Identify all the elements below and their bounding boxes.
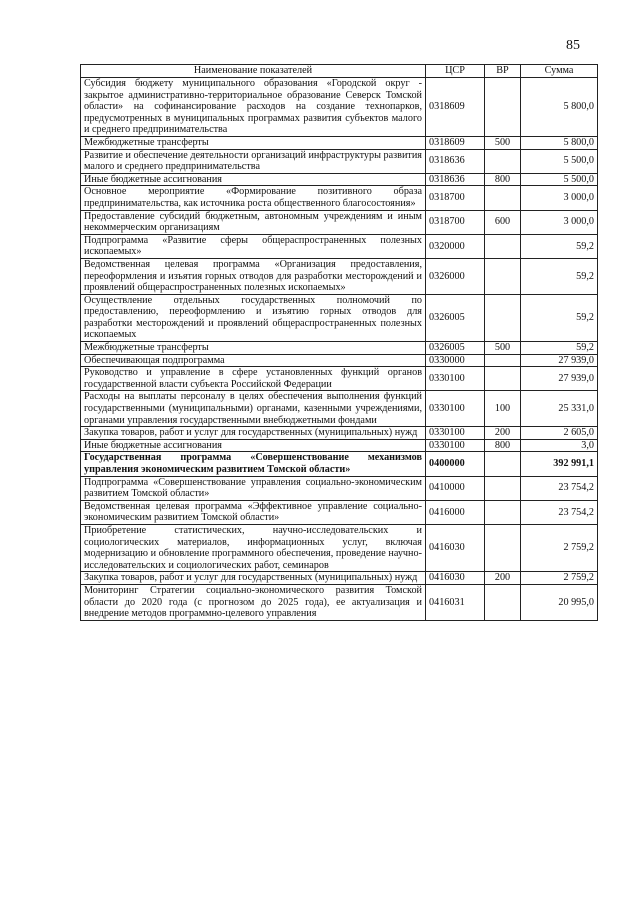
row-vr bbox=[485, 234, 521, 258]
table-row bbox=[81, 258, 598, 294]
row-vr bbox=[485, 149, 521, 173]
row-sum: 2 605,0 bbox=[521, 427, 598, 440]
row-csr: 0410000 bbox=[426, 476, 485, 500]
row-csr: 0330100 bbox=[426, 367, 485, 391]
row-name: Государственная программа «Совершенствование механизмов управления экономическим развитием Томской области» bbox=[81, 452, 426, 476]
table-row bbox=[81, 294, 598, 341]
row-sum: 27 939,0 bbox=[521, 367, 598, 391]
table-row bbox=[81, 391, 598, 427]
row-csr: 0318609 bbox=[426, 78, 485, 137]
row-vr bbox=[485, 476, 521, 500]
row-name: Межбюджетные трансферты bbox=[81, 136, 426, 149]
row-name: Мониторинг Стратегии социально-экономического развития Томской области до 2020 года (с прогнозом до 2025 года), ее актуализация и внедрение методов программно-целевого управления bbox=[81, 584, 426, 620]
row-sum: 20 995,0 bbox=[521, 584, 598, 620]
row-sum: 5 800,0 bbox=[521, 136, 598, 149]
table-header-row bbox=[81, 65, 598, 78]
row-csr: 0416030 bbox=[426, 524, 485, 571]
row-csr: 0330100 bbox=[426, 439, 485, 452]
table-row bbox=[81, 452, 598, 476]
row-vr: 200 bbox=[485, 572, 521, 585]
row-vr: 100 bbox=[485, 391, 521, 427]
row-sum: 2 759,2 bbox=[521, 572, 598, 585]
header-sum: Сумма bbox=[521, 65, 598, 78]
row-vr bbox=[485, 186, 521, 210]
table-row bbox=[81, 173, 598, 186]
row-name: Обеспечивающая подпрограмма bbox=[81, 354, 426, 367]
row-sum: 23 754,2 bbox=[521, 500, 598, 524]
row-vr: 500 bbox=[485, 136, 521, 149]
row-csr: 0330100 bbox=[426, 391, 485, 427]
table-row bbox=[81, 572, 598, 585]
row-csr: 0416031 bbox=[426, 584, 485, 620]
row-vr: 500 bbox=[485, 342, 521, 355]
header-vr: ВР bbox=[485, 65, 521, 78]
row-sum: 5 500,0 bbox=[521, 149, 598, 173]
row-name: Подпрограмма «Совершенствование управления социально-экономическим развитием Томской области» bbox=[81, 476, 426, 500]
table-row bbox=[81, 210, 598, 234]
row-vr bbox=[485, 500, 521, 524]
row-sum: 23 754,2 bbox=[521, 476, 598, 500]
row-sum: 25 331,0 bbox=[521, 391, 598, 427]
header-name: Наименование показателей bbox=[81, 65, 426, 78]
table-row bbox=[81, 149, 598, 173]
row-name: Расходы на выплаты персоналу в целях обеспечения выполнения функций государственными (муниципальными) органами, казенными учреждениями, органами управления государственными внебюджетными фондами bbox=[81, 391, 426, 427]
row-csr: 0318636 bbox=[426, 173, 485, 186]
row-name: Осуществление отдельных государственных полномочий по предоставлению, переоформлению и изъятию горных отводов для разработки месторождений и проявлений общераспространенных полезных ископаемых bbox=[81, 294, 426, 341]
row-vr bbox=[485, 78, 521, 137]
row-name: Закупка товаров, работ и услуг для государственных (муниципальных) нужд bbox=[81, 427, 426, 440]
row-vr bbox=[485, 367, 521, 391]
row-sum: 5 800,0 bbox=[521, 78, 598, 137]
row-name: Субсидия бюджету муниципального образования «Городской округ - закрытое административно-территориальное образование Северск Томской области» на софинансирование расходов на создание технопарков, предусмотренных в муниципальных программах развития субъектов малого и среднего предпринимательства bbox=[81, 78, 426, 137]
row-sum: 59,2 bbox=[521, 342, 598, 355]
table-row bbox=[81, 500, 598, 524]
table-row bbox=[81, 78, 598, 137]
row-vr bbox=[485, 452, 521, 476]
row-vr bbox=[485, 294, 521, 341]
row-sum: 59,2 bbox=[521, 294, 598, 341]
row-name: Развитие и обеспечение деятельности организаций инфраструктуры развития малого и среднего предпринимательства bbox=[81, 149, 426, 173]
row-vr bbox=[485, 584, 521, 620]
row-name: Руководство и управление в сфере установленных функций органов государственной власти субъекта Российской Федерации bbox=[81, 367, 426, 391]
row-csr: 0318636 bbox=[426, 149, 485, 173]
table-row bbox=[81, 342, 598, 355]
row-name: Закупка товаров, работ и услуг для государственных (муниципальных) нужд bbox=[81, 572, 426, 585]
table-row bbox=[81, 234, 598, 258]
header-csr: ЦСР bbox=[426, 65, 485, 78]
row-sum: 2 759,2 bbox=[521, 524, 598, 571]
row-csr: 0330000 bbox=[426, 354, 485, 367]
row-name: Иные бюджетные ассигнования bbox=[81, 173, 426, 186]
table-row bbox=[81, 367, 598, 391]
row-sum: 59,2 bbox=[521, 234, 598, 258]
row-csr: 0330100 bbox=[426, 427, 485, 440]
table-row bbox=[81, 584, 598, 620]
row-name: Предоставление субсидий бюджетным, автономным учреждениям и иным некоммерческим организациям bbox=[81, 210, 426, 234]
row-vr bbox=[485, 524, 521, 571]
table-row bbox=[81, 354, 598, 367]
table-body bbox=[81, 78, 598, 621]
row-sum: 392 991,1 bbox=[521, 452, 598, 476]
row-sum: 3,0 bbox=[521, 439, 598, 452]
table-row bbox=[81, 427, 598, 440]
row-name: Иные бюджетные ассигнования bbox=[81, 439, 426, 452]
row-name: Ведомственная целевая программа «Эффективное управление социально-экономическим развитием Томской области» bbox=[81, 500, 426, 524]
table-row bbox=[81, 524, 598, 571]
row-vr: 800 bbox=[485, 173, 521, 186]
row-csr: 0318700 bbox=[426, 210, 485, 234]
row-csr: 0416030 bbox=[426, 572, 485, 585]
row-csr: 0326005 bbox=[426, 294, 485, 341]
row-vr: 800 bbox=[485, 439, 521, 452]
table-row bbox=[81, 136, 598, 149]
row-sum: 27 939,0 bbox=[521, 354, 598, 367]
row-name: Межбюджетные трансферты bbox=[81, 342, 426, 355]
row-vr bbox=[485, 258, 521, 294]
table-row bbox=[81, 476, 598, 500]
page-number: 85 bbox=[566, 38, 580, 53]
row-sum: 3 000,0 bbox=[521, 210, 598, 234]
row-name: Основное мероприятие «Формирование позитивного образа предпринимательства, как источника роста общественного благосостояния» bbox=[81, 186, 426, 210]
table-row bbox=[81, 186, 598, 210]
row-vr: 200 bbox=[485, 427, 521, 440]
row-name: Ведомственная целевая программа «Организация предоставления, переоформления и изъятия горных отводов для разработки месторождений и проявлений общераспространенных полезных ископаемых» bbox=[81, 258, 426, 294]
row-csr: 0318609 bbox=[426, 136, 485, 149]
row-csr: 0326000 bbox=[426, 258, 485, 294]
row-csr: 0326005 bbox=[426, 342, 485, 355]
row-csr: 0320000 bbox=[426, 234, 485, 258]
row-name: Приобретение статистических, научно-исследовательских и социологических материалов, информационных услуг, включая модернизацию и обновление программного обеспечения, проведение научно-исследовательских и социологических работ, семинаров bbox=[81, 524, 426, 571]
row-vr: 600 bbox=[485, 210, 521, 234]
row-csr: 0416000 bbox=[426, 500, 485, 524]
row-csr: 0400000 bbox=[426, 452, 485, 476]
budget-table bbox=[80, 64, 598, 621]
row-sum: 5 500,0 bbox=[521, 173, 598, 186]
table-row bbox=[81, 439, 598, 452]
row-name: Подпрограмма «Развитие сферы общераспространенных полезных ископаемых» bbox=[81, 234, 426, 258]
row-vr bbox=[485, 354, 521, 367]
row-sum: 3 000,0 bbox=[521, 186, 598, 210]
row-sum: 59,2 bbox=[521, 258, 598, 294]
row-csr: 0318700 bbox=[426, 186, 485, 210]
